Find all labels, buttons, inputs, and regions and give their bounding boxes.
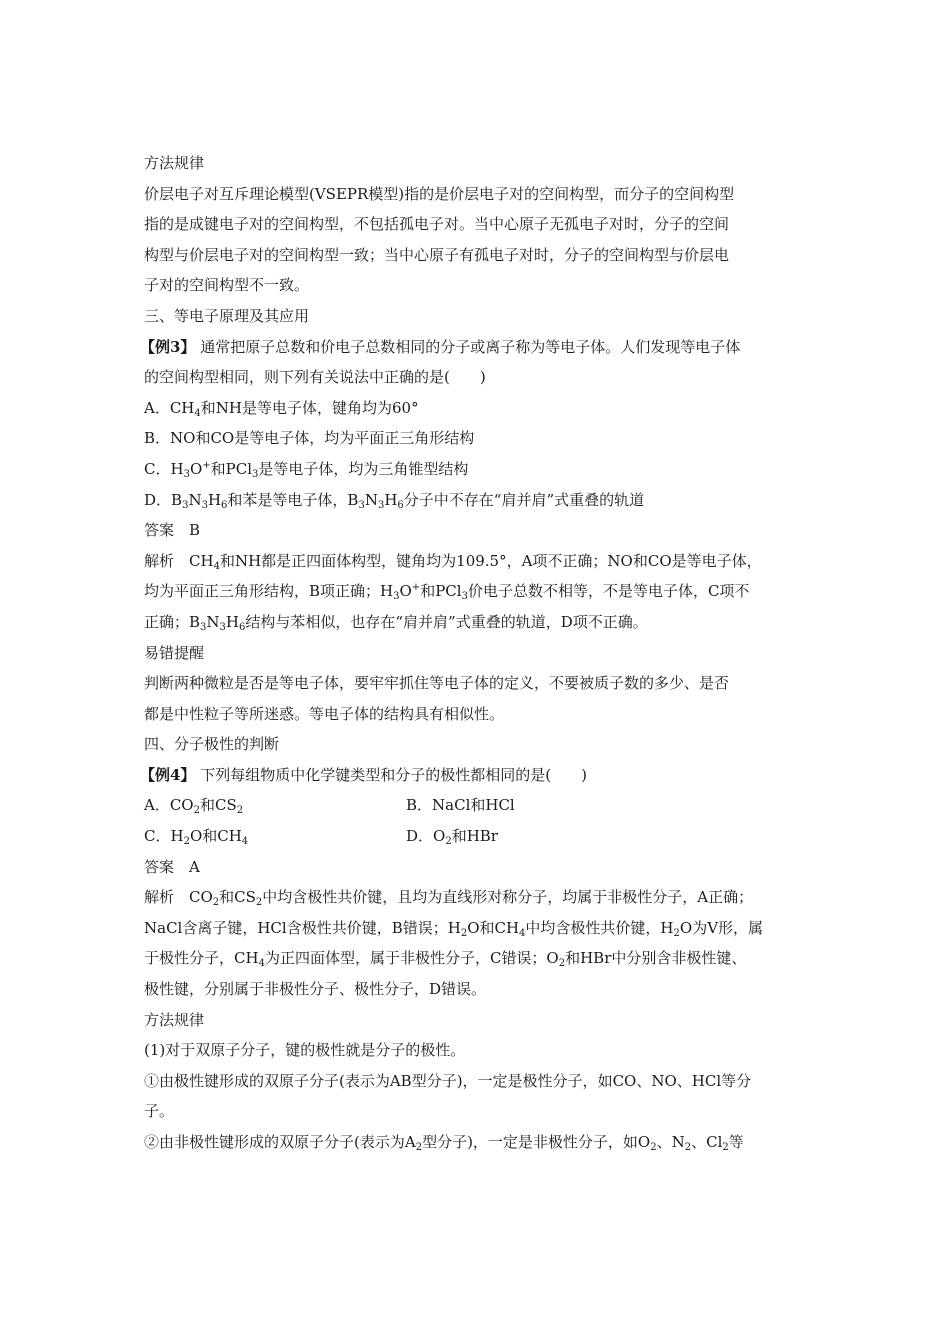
method-rule-item: ①由极性键形成的双原子分子(表示为AB型分子)，一定是极性分子，如CO、NO、HCl等分 <box>144 1071 752 1090</box>
method-rule-item: ②由非极性键形成的双原子分子(表示为$A_2$型分子)，一定是非极性分子，如$O_2$、$N_2$、$Cl_2$等 <box>144 1133 744 1153</box>
method-rule-item: (1)对于双原子分子，键的极性就是分子的极性。 <box>144 1041 466 1060</box>
example-4-options-row <box>144 790 810 821</box>
example-3-tag: 【例3】 <box>140 337 196 356</box>
method-rule-text-line: 构型与价层电子对的空间构型一致；当中心原子有孤电子对时，分子的空间构型与价层电 <box>144 245 730 264</box>
method-rule-text-line: 指的是成键电子对的空间构型，不包括孤电子对。当中心原子无孤电子对时，分子的空间 <box>144 215 730 234</box>
example-3-analysis-line: 解析 $CH_4$和NH都是正四面体构型，键角均为109.5°，A项不正确；NO和CO是等电子体， <box>144 551 762 572</box>
example-4-analysis-line: NaCl含离子键，HCl含极性共价键，B错误；$H_2O$和$CH_4$中均含极性共价键，$H_2O$为V形，属 <box>144 918 764 939</box>
method-rule-item: 子。 <box>144 1102 175 1121</box>
method-rule-text-line: 子对的空间构型不一致。 <box>144 276 310 295</box>
example-4-question: 【例4】 下列每组物质中化学键类型和分子的极性都相同的是( ) <box>140 765 587 784</box>
example-3-analysis-line: 均为平面正三角形结构，B项正确；$H_3O^+$和PCl$_3$价电子总数不相等，不是等电子体，C项不 <box>144 582 750 603</box>
example-4-option-b: B．NaCl和HCl <box>406 796 515 815</box>
method-rule-heading: 方法规律 <box>144 1010 205 1029</box>
example-3-answer: 答案 B <box>144 521 201 540</box>
example-4-option-a: A．$CO_2$和$CS_2$ <box>144 796 244 817</box>
section-3-title: 三、等电子原理及其应用 <box>144 306 310 325</box>
error-reminder-text-line: 判断两种微粒是否是等电子体，要牢牢抓住等电子体的定义，不要被质子数的多少、是否 <box>144 674 730 693</box>
error-reminder-heading: 易错提醒 <box>144 643 205 662</box>
example-4-answer: 答案 A <box>144 857 200 876</box>
section-4-title: 四、分子极性的判断 <box>144 735 280 754</box>
example-3-question: 【例3】 通常把原子总数和价电子总数相同的分子或离子称为等电子体。人们发现等电子体 <box>140 337 741 356</box>
example-3-option-a: A．$CH_4$和NH是等电子体，键角均为60° <box>144 398 419 419</box>
error-reminder-text-line: 都是中性粒子等所迷惑。等电子体的结构具有相似性。 <box>144 704 505 723</box>
example-3-option-d: D．$B_3N_3H_6$和苯是等电子体，$B_3N_3H_6$分子中不存在“肩并肩”式重叠的轨道 <box>144 490 645 511</box>
example-4-analysis-line: 于极性分子，$CH_4$为正四面体型，属于非极性分子，C错误；$O_2$和HBr中分别含非极性键、 <box>144 949 747 970</box>
example-4-tag: 【例4】 <box>140 765 196 784</box>
example-3-analysis-line: 正确；$B_3N_3H_6$结构与苯相似，也存在“肩并肩”式重叠的轨道，D项不正确。 <box>144 612 648 633</box>
example-4-option-c: C．$H_2O$和$CH_4$ <box>144 827 249 848</box>
method-rule-heading: 方法规律 <box>144 154 205 172</box>
method-rule-text-line: 价层电子对互斥理论模型(VSEPR模型)指的是价层电子对的空间构型，而分子的空间构型 <box>144 184 735 203</box>
example-4-options-row <box>144 821 810 852</box>
example-3-option-c: C．$H_3O^+$和PCl$_3$是等电子体，均为三角锥型结构 <box>144 459 469 480</box>
example-3-option-b: B．NO和CO是等电子体，均为平面正三角形结构 <box>144 429 475 448</box>
example-4-option-d: D．$O_2$和HBr <box>406 827 498 848</box>
example-3-question-cont: 的空间构型相同，则下列有关说法中正确的是( ) <box>144 368 486 387</box>
document-body <box>140 148 810 1158</box>
example-4-analysis-line: 极性键，分别属于非极性分子、极性分子，D错误。 <box>144 980 487 999</box>
example-4-analysis-line: 解析 $CO_2$和$CS_2$中均含极性共价键，且均为直线形对称分子，均属于非极性分子，A正确； <box>144 888 754 909</box>
